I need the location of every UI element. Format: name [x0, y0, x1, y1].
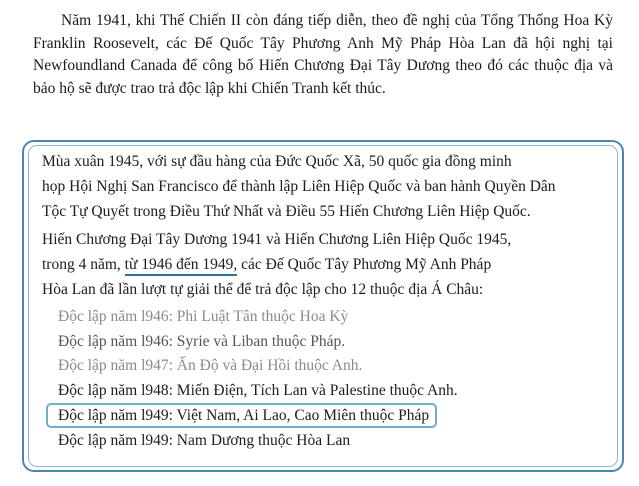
underlined-years: từ 1946 đến 1949, [125, 256, 238, 276]
list-item: Độc lập năm l946: Syrie và Liban thuộc Pháp. [58, 332, 346, 350]
intro-paragraph: Năm 1941, khi Thế Chiến II còn đáng tiếp diễn, theo đề nghị của Tổng Thống Hoa Kỳ Franklin Roosevelt, các Đế Quốc Tây Phương Anh Mỹ Pháp Hòa Lan đã hội nghị tại Newfoundland Canada để công bố Hiến Chương Đại Tây Dương theo đó các thuộc địa và bảo hộ sẽ được trao trả độc lập khi Chiến Tranh kết thúc. [33, 12, 613, 97]
para1-line1: Mùa xuân 1945, với sự đầu hàng của Đức Quốc Xã, 50 quốc gia đồng minh [42, 153, 512, 170]
highlight-box [42, 149, 608, 453]
list-item: Độc lập năm l949: Nam Dương thuộc Hòa Lan [58, 431, 351, 449]
para1-line3: Tộc Tự Quyết trong Điều Thứ Nhất và Điều 55 Hiến Chương Liên Hiệp Quốc. [42, 203, 531, 220]
para2-line2 [42, 252, 608, 277]
para2-line2-pre: trong 4 năm, [42, 256, 125, 273]
list-item: Độc lập năm l947: Ấn Độ và Đại Hồi thuộc Anh. [58, 357, 363, 374]
para2-line3: Hòa Lan đã lần lượt tự giải thể để trả độc lập cho 12 thuộc địa Á Châu: [42, 281, 484, 298]
list-item-highlighted [42, 403, 608, 429]
para2-line1: Hiến Chương Đại Tây Dương 1941 và Hiến Chương Liên Hiệp Quốc 1945, [42, 231, 512, 248]
para2-line2-post: các Đế Quốc Tây Phương Mỹ Anh Pháp [237, 256, 492, 273]
highlighted-item-box: Độc lập năm l949: Việt Nam, Ai Lao, Cao Miên thuộc Pháp [46, 403, 437, 428]
list-item: Độc lập năm l946: Phi Luật Tân thuộc Hoa Kỳ [58, 308, 349, 325]
independence-list [42, 305, 608, 453]
list-item: Độc lập năm l948: Miến Điện, Tích Lan và Palestine thuộc Anh. [58, 381, 458, 399]
para1-line2: họp Hội Nghị San Francisco để thành lập Liên Hiệp Quốc và ban hành Quyền Dân [42, 178, 556, 195]
